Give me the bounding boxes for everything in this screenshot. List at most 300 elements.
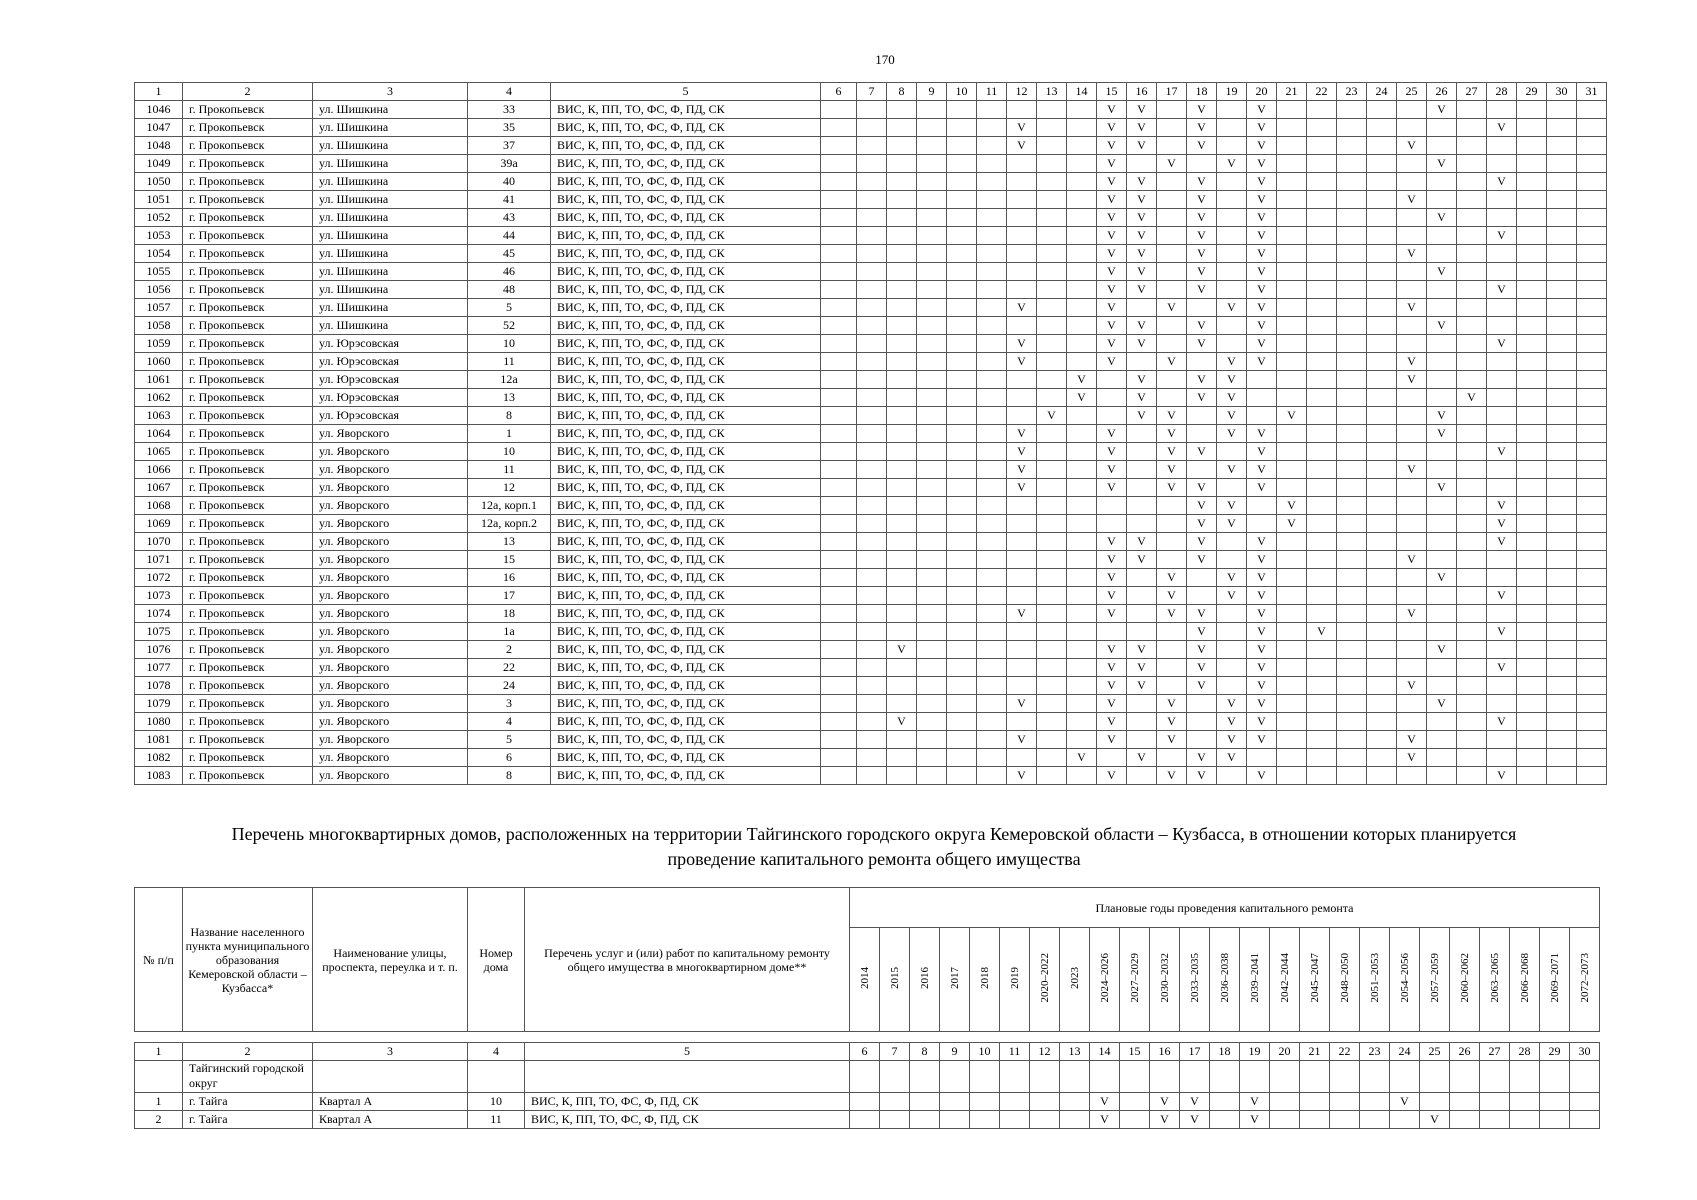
- locality-cell: г. Прокопьевск: [183, 425, 313, 443]
- locality-cell: г. Прокопьевск: [183, 515, 313, 533]
- year-empty-cell: [821, 587, 857, 605]
- year-empty-cell: [1517, 587, 1547, 605]
- header-number-cell: 4: [468, 1043, 525, 1061]
- year-empty-cell: [977, 119, 1007, 137]
- year-empty-cell: [1180, 1061, 1210, 1093]
- year-empty-cell: [1007, 389, 1037, 407]
- year-empty-cell: [857, 353, 887, 371]
- year-mark-cell: V: [1217, 497, 1247, 515]
- year-empty-cell: [1577, 281, 1607, 299]
- year-empty-cell: [917, 659, 947, 677]
- year-empty-cell: [1217, 677, 1247, 695]
- year-empty-cell: [821, 569, 857, 587]
- year-empty-cell: [1337, 371, 1367, 389]
- year-empty-cell: [1547, 371, 1577, 389]
- year-empty-cell: [1547, 155, 1577, 173]
- year-mark-cell: V: [1127, 317, 1157, 335]
- year-mark-cell: V: [1487, 713, 1517, 731]
- year-empty-cell: [1210, 1093, 1240, 1111]
- year-header-label: 2014: [858, 967, 871, 989]
- year-empty-cell: [821, 227, 857, 245]
- year-empty-cell: [1367, 605, 1397, 623]
- header-number-cell: 20: [1270, 1043, 1300, 1061]
- year-empty-cell: [1337, 353, 1367, 371]
- header-number-cell: 27: [1457, 83, 1487, 101]
- year-empty-cell: [1127, 461, 1157, 479]
- works-cell: ВИС, К, ПП, ТО, ФС, Ф, ПД, СК: [551, 317, 821, 335]
- works-cell: ВИС, К, ПП, ТО, ФС, Ф, ПД, СК: [551, 497, 821, 515]
- year-empty-cell: [1517, 263, 1547, 281]
- year-header-cell: [1420, 928, 1450, 1032]
- year-empty-cell: [1127, 155, 1157, 173]
- header-number-cell: 17: [1180, 1043, 1210, 1061]
- year-mark-cell: V: [1247, 533, 1277, 551]
- year-empty-cell: [977, 317, 1007, 335]
- year-empty-cell: [1517, 713, 1547, 731]
- year-empty-cell: [1547, 731, 1577, 749]
- locality-cell: г. Прокопьевск: [183, 695, 313, 713]
- year-empty-cell: [1517, 137, 1547, 155]
- year-empty-cell: [821, 659, 857, 677]
- house-cell: 48: [468, 281, 551, 299]
- year-empty-cell: [910, 1111, 940, 1129]
- year-empty-cell: [947, 317, 977, 335]
- row-number-cell: 1052: [135, 209, 183, 227]
- year-empty-cell: [880, 1061, 910, 1093]
- year-empty-cell: [947, 497, 977, 515]
- year-empty-cell: [1157, 641, 1187, 659]
- year-empty-cell: [1577, 497, 1607, 515]
- table-row: [135, 119, 1607, 137]
- year-empty-cell: [1007, 497, 1037, 515]
- table-row: [135, 479, 1607, 497]
- year-empty-cell: [1337, 623, 1367, 641]
- year-mark-cell: V: [1487, 335, 1517, 353]
- year-empty-cell: [1517, 497, 1547, 515]
- year-empty-cell: [1157, 371, 1187, 389]
- year-mark-cell: V: [1097, 551, 1127, 569]
- year-empty-cell: [1547, 749, 1577, 767]
- works-cell: ВИС, К, ПП, ТО, ФС, Ф, ПД, СК: [551, 353, 821, 371]
- year-mark-cell: V: [1127, 641, 1157, 659]
- year-empty-cell: [1487, 137, 1517, 155]
- year-empty-cell: [1067, 731, 1097, 749]
- year-empty-cell: [917, 245, 947, 263]
- year-empty-cell: [821, 209, 857, 227]
- street-cell: ул. Шишкина: [313, 281, 468, 299]
- row-number-cell: 1071: [135, 551, 183, 569]
- header-number-cell: 16: [1127, 83, 1157, 101]
- year-mark-cell: V: [1097, 695, 1127, 713]
- year-empty-cell: [1277, 569, 1307, 587]
- year-empty-cell: [1307, 173, 1337, 191]
- year-empty-cell: [821, 389, 857, 407]
- row-number-cell: 1060: [135, 353, 183, 371]
- table-row: [135, 767, 1607, 785]
- year-mark-cell: V: [1097, 713, 1127, 731]
- year-empty-cell: [1067, 191, 1097, 209]
- year-mark-cell: V: [1187, 551, 1217, 569]
- year-mark-cell: V: [1247, 209, 1277, 227]
- year-empty-cell: [1367, 515, 1397, 533]
- year-empty-cell: [917, 425, 947, 443]
- row-number-cell: 1: [135, 1093, 183, 1111]
- year-empty-cell: [821, 263, 857, 281]
- year-mark-cell: V: [1247, 227, 1277, 245]
- year-empty-cell: [947, 461, 977, 479]
- year-empty-cell: [887, 353, 917, 371]
- year-empty-cell: [1547, 317, 1577, 335]
- year-empty-cell: [1547, 101, 1577, 119]
- year-empty-cell: [1217, 659, 1247, 677]
- year-empty-cell: [917, 533, 947, 551]
- year-empty-cell: [1337, 155, 1367, 173]
- section-heading-line-2: проведение капитального ремонта общего имущества: [667, 849, 1081, 869]
- house-cell: 52: [468, 317, 551, 335]
- locality-cell: г. Прокопьевск: [183, 335, 313, 353]
- year-empty-cell: [821, 731, 857, 749]
- header-number-cell: 28: [1487, 83, 1517, 101]
- year-empty-cell: [857, 641, 887, 659]
- year-empty-cell: [1210, 1111, 1240, 1129]
- year-mark-cell: V: [1247, 767, 1277, 785]
- year-empty-cell: [1277, 299, 1307, 317]
- year-empty-cell: [1517, 281, 1547, 299]
- year-empty-cell: [1127, 623, 1157, 641]
- year-empty-cell: [821, 335, 857, 353]
- year-mark-cell: V: [1427, 479, 1457, 497]
- year-empty-cell: [1397, 119, 1427, 137]
- year-empty-cell: [1450, 1093, 1480, 1111]
- year-empty-cell: [1337, 695, 1367, 713]
- table-header-row: [135, 83, 1607, 101]
- header-number-cell: 24: [1367, 83, 1397, 101]
- street-cell: ул. Яворского: [313, 713, 468, 731]
- year-empty-cell: [1097, 749, 1127, 767]
- year-empty-cell: [977, 623, 1007, 641]
- year-empty-cell: [1427, 281, 1457, 299]
- year-mark-cell: V: [1037, 407, 1067, 425]
- house-cell: 5: [468, 299, 551, 317]
- year-empty-cell: [1307, 353, 1337, 371]
- year-empty-cell: [1457, 137, 1487, 155]
- year-mark-cell: V: [1247, 191, 1277, 209]
- year-empty-cell: [977, 659, 1007, 677]
- year-empty-cell: [1367, 533, 1397, 551]
- year-mark-cell: V: [1217, 371, 1247, 389]
- year-mark-cell: V: [1247, 281, 1277, 299]
- year-header-label: 2042–2044: [1278, 953, 1291, 1003]
- year-empty-cell: [1277, 641, 1307, 659]
- year-empty-cell: [1217, 641, 1247, 659]
- year-mark-cell: V: [1097, 263, 1127, 281]
- house-cell: 4: [468, 713, 551, 731]
- street-cell: ул. Юрэсовская: [313, 407, 468, 425]
- year-empty-cell: [1037, 497, 1067, 515]
- year-empty-cell: [977, 677, 1007, 695]
- year-empty-cell: [850, 1093, 880, 1111]
- street-cell: ул. Шишкина: [313, 299, 468, 317]
- year-empty-cell: [977, 533, 1007, 551]
- year-empty-cell: [1037, 353, 1067, 371]
- year-empty-cell: [1007, 101, 1037, 119]
- street-cell: ул. Яворского: [313, 425, 468, 443]
- year-header-cell: [1300, 928, 1330, 1032]
- year-empty-cell: [1420, 1093, 1450, 1111]
- year-mark-cell: V: [1240, 1093, 1270, 1111]
- year-empty-cell: [857, 209, 887, 227]
- year-empty-cell: [1097, 371, 1127, 389]
- year-empty-cell: [977, 353, 1007, 371]
- header-number-cell: 10: [947, 83, 977, 101]
- year-empty-cell: [1457, 101, 1487, 119]
- year-empty-cell: [1007, 245, 1037, 263]
- year-header-label: 2015: [888, 967, 901, 989]
- house-cell: 5: [468, 731, 551, 749]
- year-empty-cell: [821, 515, 857, 533]
- year-empty-cell: [1577, 245, 1607, 263]
- year-empty-cell: [910, 1093, 940, 1111]
- year-empty-cell: [1007, 209, 1037, 227]
- year-mark-cell: V: [1067, 389, 1097, 407]
- year-empty-cell: [1427, 605, 1457, 623]
- header-number-cell: 7: [880, 1043, 910, 1061]
- locality-cell: г. Прокопьевск: [183, 767, 313, 785]
- year-empty-cell: [1367, 209, 1397, 227]
- year-empty-cell: [1547, 713, 1577, 731]
- year-empty-cell: [1067, 659, 1097, 677]
- year-mark-cell: V: [1007, 425, 1037, 443]
- year-empty-cell: [887, 425, 917, 443]
- year-empty-cell: [1307, 119, 1337, 137]
- year-empty-cell: [1487, 389, 1517, 407]
- header-number-cell: 1: [135, 1043, 183, 1061]
- year-empty-cell: [947, 515, 977, 533]
- year-empty-cell: [857, 173, 887, 191]
- year-empty-cell: [1277, 317, 1307, 335]
- year-empty-cell: [977, 605, 1007, 623]
- year-header-cell: [1240, 928, 1270, 1032]
- year-empty-cell: [1337, 335, 1367, 353]
- year-empty-cell: [887, 461, 917, 479]
- year-empty-cell: [917, 227, 947, 245]
- year-empty-cell: [1037, 335, 1067, 353]
- year-empty-cell: [1367, 191, 1397, 209]
- year-empty-cell: [1337, 119, 1367, 137]
- year-empty-cell: [1307, 425, 1337, 443]
- year-empty-cell: [947, 533, 977, 551]
- year-mark-cell: V: [1097, 317, 1127, 335]
- year-mark-cell: V: [1127, 659, 1157, 677]
- year-header-label: 2030–2032: [1158, 953, 1171, 1003]
- locality-cell: г. Прокопьевск: [183, 605, 313, 623]
- section-heading: [134, 822, 1614, 872]
- locality-cell: г. Прокопьевск: [183, 461, 313, 479]
- year-empty-cell: [1277, 533, 1307, 551]
- year-empty-cell: [947, 389, 977, 407]
- year-empty-cell: [887, 605, 917, 623]
- year-empty-cell: [1577, 299, 1607, 317]
- row-number-cell: 1055: [135, 263, 183, 281]
- locality-cell: г. Прокопьевск: [183, 749, 313, 767]
- year-empty-cell: [1067, 587, 1097, 605]
- year-mark-cell: V: [1007, 605, 1037, 623]
- year-empty-cell: [887, 155, 917, 173]
- year-empty-cell: [1517, 191, 1547, 209]
- year-empty-cell: [1397, 533, 1427, 551]
- works-cell: ВИС, К, ПП, ТО, ФС, Ф, ПД, СК: [551, 407, 821, 425]
- year-mark-cell: V: [1127, 101, 1157, 119]
- year-empty-cell: [1007, 407, 1037, 425]
- row-number-cell: 1065: [135, 443, 183, 461]
- street-cell: ул. Яворского: [313, 533, 468, 551]
- year-empty-cell: [1577, 677, 1607, 695]
- year-empty-cell: [1367, 623, 1397, 641]
- works-cell: ВИС, К, ПП, ТО, ФС, Ф, ПД, СК: [551, 623, 821, 641]
- year-empty-cell: [1330, 1093, 1360, 1111]
- header-number-cell: 18: [1187, 83, 1217, 101]
- year-empty-cell: [1517, 623, 1547, 641]
- year-mark-cell: V: [1240, 1111, 1270, 1129]
- year-mark-cell: V: [1397, 749, 1427, 767]
- locality-cell: г. Прокопьевск: [183, 731, 313, 749]
- header-number-cell: 5: [551, 83, 821, 101]
- year-empty-cell: [1277, 353, 1307, 371]
- table-header-row: [135, 1043, 1600, 1061]
- year-empty-cell: [1277, 479, 1307, 497]
- house-cell: 33: [468, 101, 551, 119]
- table-row: [135, 1111, 1600, 1129]
- table-row: [135, 227, 1607, 245]
- year-empty-cell: [917, 119, 947, 137]
- year-empty-cell: [1217, 317, 1247, 335]
- header-number-cell: 30: [1547, 83, 1577, 101]
- year-empty-cell: [1187, 731, 1217, 749]
- year-mark-cell: V: [1247, 569, 1277, 587]
- street-cell: ул. Шишкина: [313, 263, 468, 281]
- works-cell: ВИС, К, ПП, ТО, ФС, Ф, ПД, СК: [551, 461, 821, 479]
- year-mark-cell: V: [1127, 407, 1157, 425]
- year-empty-cell: [1187, 713, 1217, 731]
- year-empty-cell: [1517, 425, 1547, 443]
- year-empty-cell: [1217, 605, 1247, 623]
- year-empty-cell: [1457, 605, 1487, 623]
- year-empty-cell: [1367, 155, 1397, 173]
- year-empty-cell: [1517, 461, 1547, 479]
- year-empty-cell: [1570, 1093, 1600, 1111]
- year-empty-cell: [887, 101, 917, 119]
- house-cell: 13: [468, 389, 551, 407]
- year-empty-cell: [887, 371, 917, 389]
- locality-cell: г. Прокопьевск: [183, 407, 313, 425]
- street-cell: ул. Яворского: [313, 641, 468, 659]
- year-mark-cell: V: [1127, 209, 1157, 227]
- locality-cell: г. Прокопьевск: [183, 713, 313, 731]
- year-mark-cell: V: [1097, 299, 1127, 317]
- street-cell: ул. Яворского: [313, 587, 468, 605]
- year-empty-cell: [1300, 1093, 1330, 1111]
- year-header-cell: [1570, 928, 1600, 1032]
- year-mark-cell: V: [1097, 155, 1127, 173]
- works-cell: ВИС, К, ПП, ТО, ФС, Ф, ПД, СК: [551, 533, 821, 551]
- year-empty-cell: [1457, 695, 1487, 713]
- year-empty-cell: [947, 299, 977, 317]
- year-empty-cell: [1217, 173, 1247, 191]
- header-number-cell: 6: [850, 1043, 880, 1061]
- year-mark-cell: V: [1097, 569, 1127, 587]
- year-mark-cell: V: [1097, 443, 1127, 461]
- year-empty-cell: [1517, 443, 1547, 461]
- year-empty-cell: [940, 1111, 970, 1129]
- year-empty-cell: [970, 1093, 1000, 1111]
- table-row: [135, 353, 1607, 371]
- row-number-cell: 1069: [135, 515, 183, 533]
- year-empty-cell: [887, 623, 917, 641]
- row-number-cell: 1047: [135, 119, 183, 137]
- year-empty-cell: [1247, 389, 1277, 407]
- locality-cell: г. Прокопьевск: [183, 659, 313, 677]
- year-empty-cell: [857, 443, 887, 461]
- year-empty-cell: [1037, 695, 1067, 713]
- header-number-cell: 27: [1480, 1043, 1510, 1061]
- year-empty-cell: [977, 749, 1007, 767]
- year-mark-cell: V: [1097, 101, 1127, 119]
- year-empty-cell: [947, 137, 977, 155]
- year-mark-cell: V: [1427, 425, 1457, 443]
- year-empty-cell: [1277, 101, 1307, 119]
- year-empty-cell: [1367, 461, 1397, 479]
- year-empty-cell: [1510, 1061, 1540, 1093]
- works-cell: ВИС, К, ПП, ТО, ФС, Ф, ПД, СК: [551, 713, 821, 731]
- col-header-locality: Название населенного пункта муниципального образования Кемеровской области – Кузбасса*: [183, 888, 313, 1032]
- street-cell: ул. Яворского: [313, 569, 468, 587]
- year-mark-cell: V: [1397, 137, 1427, 155]
- locality-cell: г. Прокопьевск: [183, 281, 313, 299]
- row-number-cell: 1075: [135, 623, 183, 641]
- year-mark-cell: V: [1427, 407, 1457, 425]
- year-empty-cell: [1307, 101, 1337, 119]
- year-empty-cell: [1577, 695, 1607, 713]
- year-empty-cell: [947, 623, 977, 641]
- year-empty-cell: [947, 479, 977, 497]
- table-row: [135, 461, 1607, 479]
- year-empty-cell: [977, 227, 1007, 245]
- year-empty-cell: [1577, 353, 1607, 371]
- year-empty-cell: [1487, 749, 1517, 767]
- year-empty-cell: [1067, 263, 1097, 281]
- header-number-cell: 22: [1330, 1043, 1360, 1061]
- year-empty-cell: [1577, 605, 1607, 623]
- year-empty-cell: [1157, 551, 1187, 569]
- year-empty-cell: [1067, 641, 1097, 659]
- year-empty-cell: [1247, 749, 1277, 767]
- year-empty-cell: [1277, 227, 1307, 245]
- year-empty-cell: [977, 461, 1007, 479]
- year-mark-cell: V: [1187, 335, 1217, 353]
- works-cell: ВИС, К, ПП, ТО, ФС, Ф, ПД, СК: [551, 101, 821, 119]
- year-mark-cell: V: [1157, 461, 1187, 479]
- year-header-cell: [1180, 928, 1210, 1032]
- year-empty-cell: [1090, 1061, 1120, 1093]
- year-empty-cell: [1007, 281, 1037, 299]
- year-mark-cell: V: [1247, 731, 1277, 749]
- year-empty-cell: [1457, 533, 1487, 551]
- row-number-cell: 2: [135, 1111, 183, 1129]
- street-cell: ул. Юрэсовская: [313, 389, 468, 407]
- house-cell: 46: [468, 263, 551, 281]
- header-number-cell: 8: [910, 1043, 940, 1061]
- header-number-cell: 19: [1240, 1043, 1270, 1061]
